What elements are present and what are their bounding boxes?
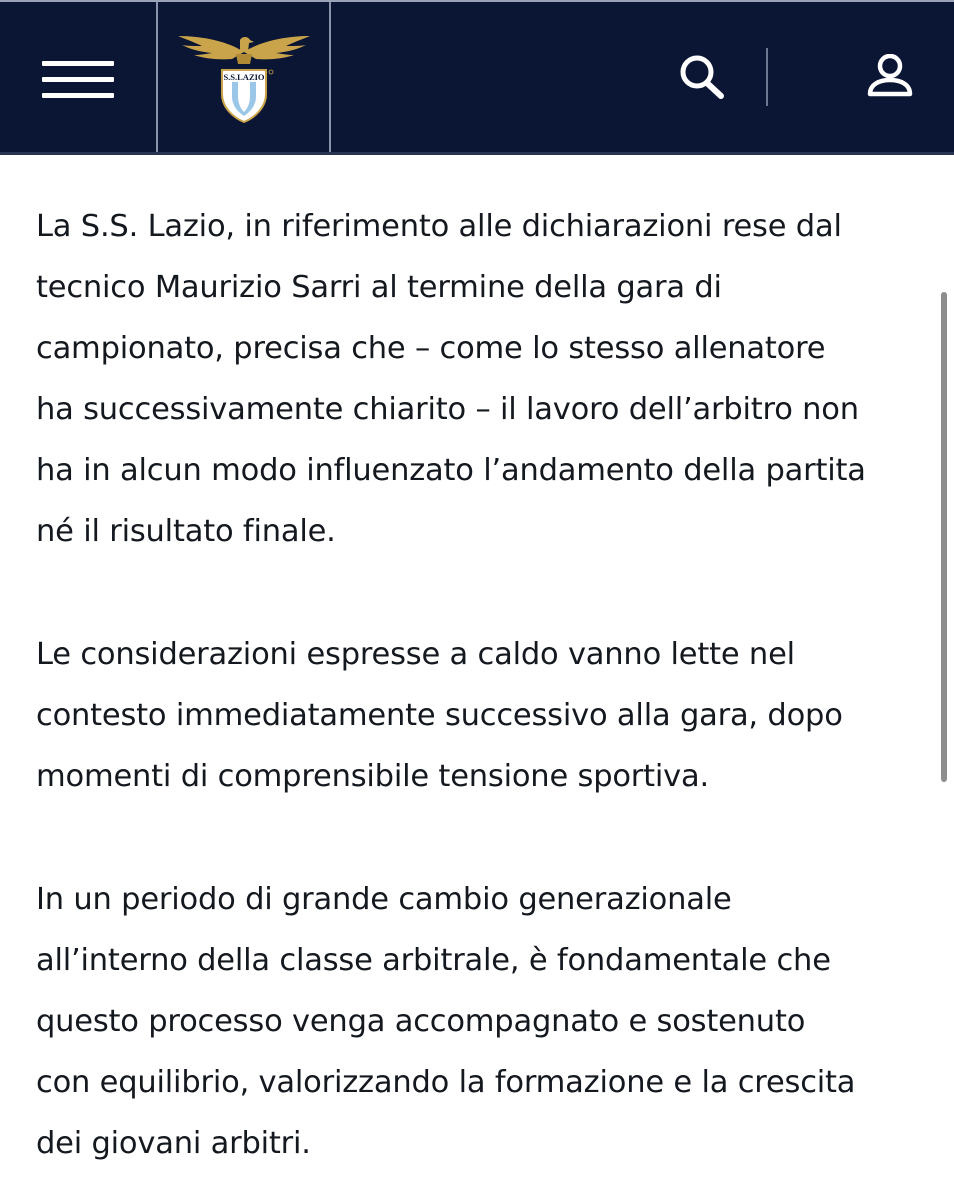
header-divider <box>156 2 158 154</box>
account-button[interactable] <box>864 54 916 100</box>
text-line: contesto immediatamente successivo alla gara, dopo <box>36 698 843 733</box>
header-divider <box>329 2 331 154</box>
text-line: campionato, precisa che – come lo stesso allenatore <box>36 331 826 366</box>
text-line: questo processo venga accompagnato e sostenuto <box>36 1004 806 1039</box>
text-line: con equilibrio, valorizzando la formazione e la crescita <box>36 1065 856 1100</box>
article-paragraph <box>36 624 916 807</box>
article-paragraph <box>36 869 916 1174</box>
text-line: all’interno della classe arbitrale, è fondamentale che <box>36 943 831 978</box>
text-line: tecnico Maurizio Sarri al termine della gara di <box>36 270 722 305</box>
club-logo[interactable] <box>174 30 314 126</box>
text-line: Le considerazioni espresse a caldo vanno lette nel <box>36 637 795 672</box>
search-icon <box>676 52 730 104</box>
text-line: ha in alcun modo influenzato l’andamento della partita <box>36 453 866 488</box>
eagle-shield-icon <box>174 30 314 126</box>
logo-text: S.S.LAZIO <box>223 72 265 82</box>
text-line: dei giovani arbitri. <box>36 1126 311 1161</box>
article-paragraph <box>36 196 916 562</box>
site-header <box>0 0 954 154</box>
text-line: momenti di comprensibile tensione sportiva. <box>36 759 710 794</box>
page-scrollbar[interactable] <box>941 292 947 782</box>
text-line: La S.S. Lazio, in riferimento alle dichiarazioni rese dal <box>36 209 842 244</box>
text-line: né il risultato finale. <box>36 514 336 549</box>
header-border <box>0 152 954 155</box>
user-icon <box>864 54 916 100</box>
article-body <box>36 196 916 1200</box>
header-separator <box>766 48 768 106</box>
text-line: In un periodo di grande cambio generazionale <box>36 882 732 917</box>
text-line: ha successivamente chiarito – il lavoro dell’arbitro non <box>36 392 859 427</box>
menu-button[interactable] <box>38 54 118 104</box>
search-button[interactable] <box>676 52 730 104</box>
